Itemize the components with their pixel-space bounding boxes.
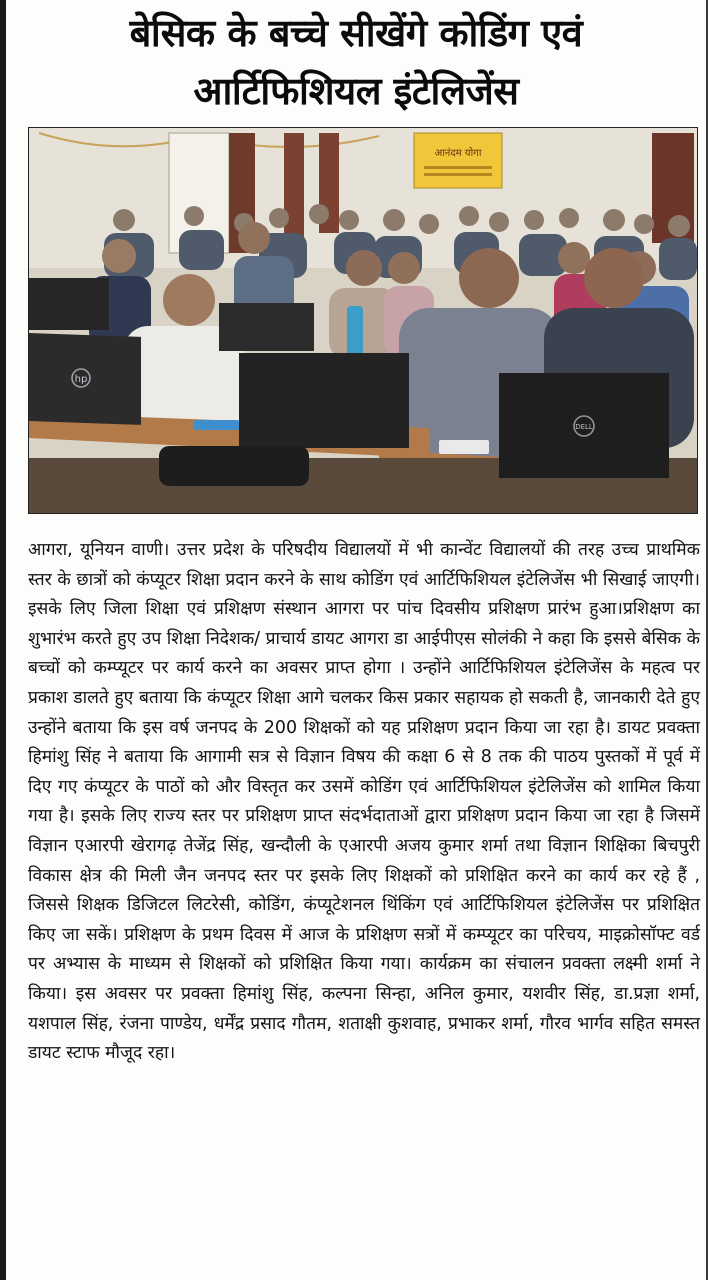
headline-line-2: आर्टिफिशियल इंटेलिजेंस	[193, 69, 519, 113]
headline	[6, 0, 706, 120]
article-body: आगरा, यूनियन वाणी। उत्तर प्रदेश के परिषदीय विद्यालयों में भी कान्वेंट विद्यालयों की तरह उच्च प्राथमिक स्तर के छात्रों को कंप्यूटर शिक्षा प्रदान करने के साथ कोडिंग एवं आर्टिफिशियल इंटेलिजेंस भी सिखाई जाएगी। इसके लिए जिला शिक्षा एवं प्रशिक्षण संस्थान आगरा पर पांच दिवसीय प्रशिक्षण प्रारंभ हुआ।प्रशिक्षण का शुभारंभ करते हुए उप शिक्षा निदेशक/ प्राचार्य डायट आगरा डा आईपीएस सोलंकी ने कहा कि इससे बेसिक के बच्चों को कम्प्यूटर पर कार्य करने का अवसर प्राप्त होगा । उन्होंने आर्टिफिशियल इंटेलिजेंस के महत्व पर प्रकाश डालते हुए बताया कि कंप्यूटर शिक्षा आगे चलकर किस प्रकार सहायक हो सकती है, जानकारी देते हुए उन्होंने बताया कि इस वर्ष जनपद के 200 शिक्षकों को यह प्रशिक्षण प्रदान किया जा रहा है। डायट प्रवक्ता हिमांशु सिंह ने बताया कि आगामी सत्र से विज्ञान विषय की कक्षा 6 से 8 तक की पाठय पुस्तकों में पूर्व में दिए गए कंप्यूटर के पाठों को और विस्तृत कर उसमें कोडिंग एवं आर्टिफिशियल इंटेलिजेंस को शामिल किया गया है। इसके लिए राज्य स्तर पर प्रशिक्षण प्राप्त संदर्भदाताओं द्वारा प्रशिक्षण प्रदान किया जा रहा है जिसमें विज्ञान एआरपी खेरागढ़ तेजेंद्र सिंह, खन्दौली के एआरपी अजय कुमार शर्मा तथा विज्ञान शिक्षिका बिचपुरी विकास क्षेत्र की मिली जैन जनपद स्तर पर इसके लिए शिक्षकों को प्रशिक्षित करने का कार्य कर रहे हैं , जिससे शिक्षक डिजिटल लिटरेसी, कोडिंग, कंप्यूटेशनल थिंकिंग एवं आर्टिफिशियल इंटेलिजेंस पर प्रशिक्षित किए जा सकें। प्रशिक्षण के प्रथम दिवस में आज के प्रशिक्षण सत्रों में कम्प्यूटर का परिचय, माइक्रोसॉफ्ट वर्ड पर अभ्यास के माध्यम से शिक्षकों को प्रशिक्षित किया गया। कार्यक्रम का संचालन प्रवक्ता लक्ष्मी शर्मा ने किया। इस अवसर पर प्रवक्ता हिमांशु सिंह, कल्पना सिन्हा, अनिल कुमार, यशवीर सिंह, डा.प्रज्ञा शर्मा, यशपाल सिंह, रंजना पाण्डेय, धर्मेंद्र प्रसाद गौतम, शताक्षी कुशवाह, प्रभाकर शर्मा, गौरव भार्गव सहित समस्त डायट स्टाफ मौजूद रहा।	[28, 540, 700, 1064]
banner-text: आनंदम योगा	[434, 148, 482, 159]
training-photo	[28, 127, 698, 514]
laptop-brand-left: hp	[74, 374, 88, 385]
headline-line-1: बेसिक के बच्चे सीखेंगे कोडिंग एवं	[129, 11, 583, 55]
laptop-brand-right: DELL	[575, 423, 593, 431]
